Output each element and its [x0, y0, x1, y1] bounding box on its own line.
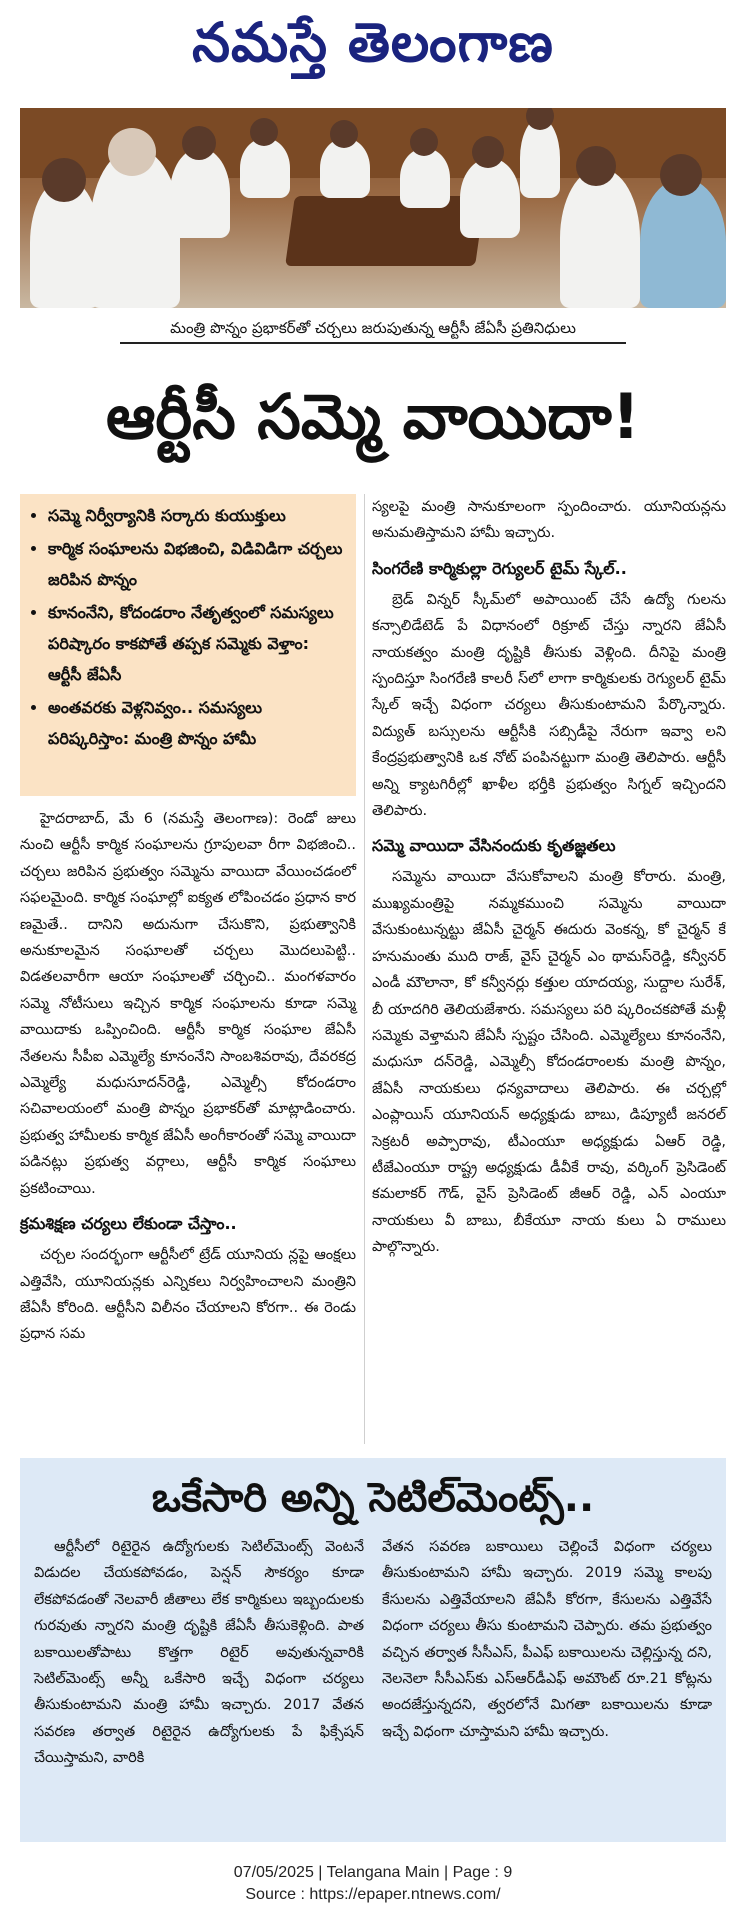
column-divider: [364, 494, 365, 1444]
photo-head: [330, 120, 358, 148]
photo-head: [410, 128, 438, 156]
headline: ఆర్టీసీ సమ్మె వాయిదా!: [105, 380, 641, 453]
photo-person: [560, 168, 640, 308]
article-column-right: [372, 494, 726, 1261]
box-title: ఒకేసారి అన్ని సెటిల్‌మెంట్స్..: [151, 1475, 595, 1521]
highlight-item: • అంతవరకు వెళ్లనివ్వం.. సమస్యలు పరిష్కరిస్తాం: మంత్రి పొన్నం హామీ: [48, 692, 346, 754]
box-paragraph: వేతన సవరణ బకాయిలు చెల్లించే విధంగా చర్యలు తీసుకుంటామని హామీ ఇచ్చారు. 2019 సమ్మె కాలపు కేసులను ఎత్తివేయాలని జేఏసీ కోరగా, కేసులను ఎత్తివేసే విధంగా చర్యలు తీసు కుంటామని చెప్పారు. తమ ప్రభుత్వం వచ్చిన తర్వాత సీసీఎస్, పీఎఫ్ బకాయిలను చెల్లిస్తున్న దని, నెలనెలా సీసీఎస్‌కు ఎస్‌ఆర్‌డీఎఫ్ అమౌంట్ రూ.21 కోట్లను అందజేస్తున్నదని, త్వరలోనే మిగతా బకాయిలను కూడా ఇచ్చే విధంగా చూస్తామని హామీ ఇచ్చారు.: [382, 1539, 712, 1740]
article-paragraph: సమ్మెను వాయిదా వేసుకోవాలని మంత్రి కోరారు. మంత్రి, ముఖ్యమంత్రిపై నమ్మకముంచి సమ్మెను వాయిదా వేసుకుంటున్నట్టు జేఏసీ చైర్మన్ ఈదురు వెంకన్న, కో చైర్మన్ కే హనుమంతు ముది రాజ్, వైస్ చైర్మన్ ఎం థామస్‌రెడ్డి, కన్వీనర్ ఎండీ మౌలానా, కో కన్వీనర్లు కత్తుల యాదయ్య, సుద్దాల సురేశ్, బీ యాదగిరి తెలియజేశారు. సమస్యలు పరి ష్కరించకపోతే మళ్లీ సమ్మెకు వెళ్తామని జేఏసీ స్పష్టం చేసింది. ఎమ్మెల్యేలు కూనంనేని, మధుసూ దన్‌రెడ్డి, ఎమ్మెల్సీ కోదండరాంలకు మంత్రి పొన్నం, జేఏసీ నాయకులు ధన్యవాదాలు తెలిపారు. ఈ చర్చల్లో ఎంప్లాయిస్ యూనియన్ అధ్యక్షుడు బాబు, డిప్యూటీ జనరల్ సెక్రటరీ అప్పారావు, టీఎంయూ అధ్యక్షుడు ఏఆర్ రెడ్డి, టీజేఎంయూ రాష్ట్ర అధ్యక్షుడు డీవీకే రావు, వర్కింగ్ ప్రెసిడెంట్ కమలాకర్ గౌడ్, వైస్ ప్రెసిడెంట్ జీఆర్ రెడ్డి, ఎన్ ఎంయూ నాయకులు వీ బాబు, బీకేయూ నాయ కులు ఏ రాములు పాల్గొన్నారు.: [372, 869, 726, 1256]
article-column-left: [20, 806, 356, 1348]
box-column-left: [34, 1534, 364, 1772]
photo-head: [42, 158, 86, 202]
subheading: క్రమశిక్షణ చర్యలు లేకుండా చేస్తాం..: [20, 1214, 237, 1234]
article-paragraph: స్యలపై మంత్రి సానుకూలంగా స్పందించారు. యూనియన్లను అనుమతిస్తామని హామీ ఇచ్చారు.: [372, 499, 726, 542]
photo-caption: మంత్రి పొన్నం ప్రభాకర్‌తో చర్చలు జరుపుతున్న ఆర్టీసీ జేఏసీ ప్రతినిధులు: [120, 316, 626, 344]
photo-head: [182, 126, 216, 160]
photo-person: [170, 148, 230, 238]
article-paragraph: చర్చల సందర్భంగా ఆర్టీసీలో ట్రేడ్ యూనియ న్లపై ఆంక్షలు ఎత్తివేసి, యూనియన్లకు ఎన్నికలు నిర్వహించాలని మంత్రిని జేఏసీ కోరింది. ఆర్టీసీని విలీనం చేయాలని కోరగా.. ఈ రెండు ప్రధాన సమ: [20, 1247, 356, 1343]
photo-head: [108, 128, 156, 176]
highlights-box: [20, 494, 356, 796]
highlight-item: • కూనంనేని, కోదండరాం నేతృత్వంలో సమస్యలు పరిష్కారం కాకపోతే తప్పక సమ్మెకు వెళ్తాం: ఆర్టీసీ జేఏసీ: [48, 597, 346, 690]
photo-person: [460, 158, 520, 238]
subheading: సమ్మె వాయిదా వేసినందుకు కృతజ్ఞతలు: [372, 836, 616, 856]
article-paragraph: బ్రెడ్ విన్నర్ స్కీమ్‌లో అపాయింట్ చేసే ఉద్యో గులను కన్సాలిడేటెడ్ పే విధానంలో రిక్రూట్ చేస్తు న్నారని జేఏసీ నాయకత్వం మంత్రి దృష్టికి తీసుకు వెళ్లింది. దీనిపై మంత్రి స్పందిస్తూ సింగరేణి కాలరీ స్‌లో లాగా కార్మికులకు రెగ్యులర్ టైమ్ స్కేల్ ఇచ్చే విధంగా చర్యలు తీసుకుంటామని పేర్కొన్నారు. విద్యుత్ బస్సులను ఆర్టీసీకి సబ్సిడీపై నేరుగా ఇవ్వా లని కేంద్రప్రభుత్వానికి ఒక నోట్ పంపినట్టుగా మంత్రి తెలిపారు. ఆర్టీసీ అన్ని క్యాటగిరీల్లో ఖాళీల భర్తీకి ప్రభుత్వం సిగ్నల్ ఇచ్చిందని తెలిపారు.: [372, 591, 726, 820]
article-paragraph: హైదరాబాద్, మే 6 (నమస్తే తెలంగాణ): రెండో జులు నుంచి ఆర్టీసీ కార్మిక సంఘాలను గ్రూపులవా రీగా విభజించి.. చర్చలు జరిపిన ప్రభుత్వం సమ్మెను వాయిదా వేయించడంలో సఫలమైంది. కార్మిక సంఘాల్లో ఐక్యత లోపించడం ప్రధాన కార ణమైతే.. దానిని అదునుగా చేసుకొని, ప్రభుత్వానికి అనుకూలమైన సంఘాలతో చర్చలు మొదలుపెట్టి.. విడతలవారీగా ఆయా సంఘాలతో చర్చించి.. మంగళవారం సమ్మె నోటీసులు ఇచ్చిన కార్మిక సంఘాలను కూడా సమ్మె వాయిదాకు ఒప్పించింది. ఆర్టీసీ కార్మిక సంఘాల జేఏసీ నేతలను సీపీఐ ఎమ్మెల్యే కూనంనేని సాంబశివరావు, దేవరకద్ర ఎమ్మెల్యే మధుసూదన్‌రెడ్డి, ఎమ్మెల్సీ కోదండరాం సచివాలయంలో మంత్రి పొన్నం ప్రభాకర్‌తో మాట్లాడించారు. ప్రభుత్వ హామీలకు కార్మిక జేఏసీ అంగీకారంతో సమ్మె వాయిదా పడినట్లు ప్రభుత్వ వర్గాలు, ఆర్టీసీ కార్మిక సంఘాలు ప్రకటించాయి.: [20, 811, 356, 1197]
photo-person: [520, 118, 560, 198]
highlight-item: • సమ్మె నిర్వీర్యానికి సర్కారు కుయుక్తులు: [48, 500, 346, 531]
footer-date-line: 07/05/2025 | Telangana Main | Page : 9: [233, 1864, 513, 1881]
photo-person: [240, 138, 290, 198]
photo-head: [250, 118, 278, 146]
news-photo: [20, 108, 726, 308]
masthead: నమస్తే తెలంగాణ: [192, 11, 554, 74]
box-paragraph: ఆర్టీసీలో రిటైరైన ఉద్యోగులకు సెటిల్‌మెంట్స్ వెంటనే విడుదల చేయకపోవడం, పెన్షన్ సౌకర్యం కూడా లేకపోవడంతో నెలవారీ జీతాలు లేక కార్మికులు ఇబ్బందులకు గురవుతు న్నారని మంత్రి దృష్టికి జేఏసీ తీసుకెళ్లింది. పాత బకాయిలతోపాటు కొత్తగా రిటైర్ అవుతున్నవారికి సెటిల్‌మెంట్స్ అన్నీ ఒకేసారి ఇచ్చే విధంగా చర్యలు తీసుకుంటామని మంత్రి హామీ ఇచ్చారు. 2017 వేతన సవరణ తర్వాత రిటైరైన ఉద్యోగులకు పే ఫిక్సేషన్ చేయిస్తామని, వారికి: [34, 1539, 364, 1767]
photo-head: [660, 154, 702, 196]
highlight-item: • కార్మిక సంఘాలను విభజించి, విడివిడిగా చర్చలు జరిపిన పొన్నం: [48, 533, 346, 595]
settlements-box: [20, 1458, 726, 1842]
photo-head: [472, 136, 504, 168]
footer-source-line: Source : https://epaper.ntnews.com/: [245, 1886, 501, 1903]
photo-head: [576, 146, 616, 186]
photo-table: [285, 196, 485, 266]
subheading: సింగరేణి కార్మికుల్లా రెగ్యులర్ టైమ్ స్కేల్..: [372, 558, 627, 578]
photo-person: [400, 148, 450, 208]
box-column-right: [382, 1534, 712, 1745]
page-footer: [0, 1862, 746, 1906]
photo-person: [640, 178, 726, 308]
